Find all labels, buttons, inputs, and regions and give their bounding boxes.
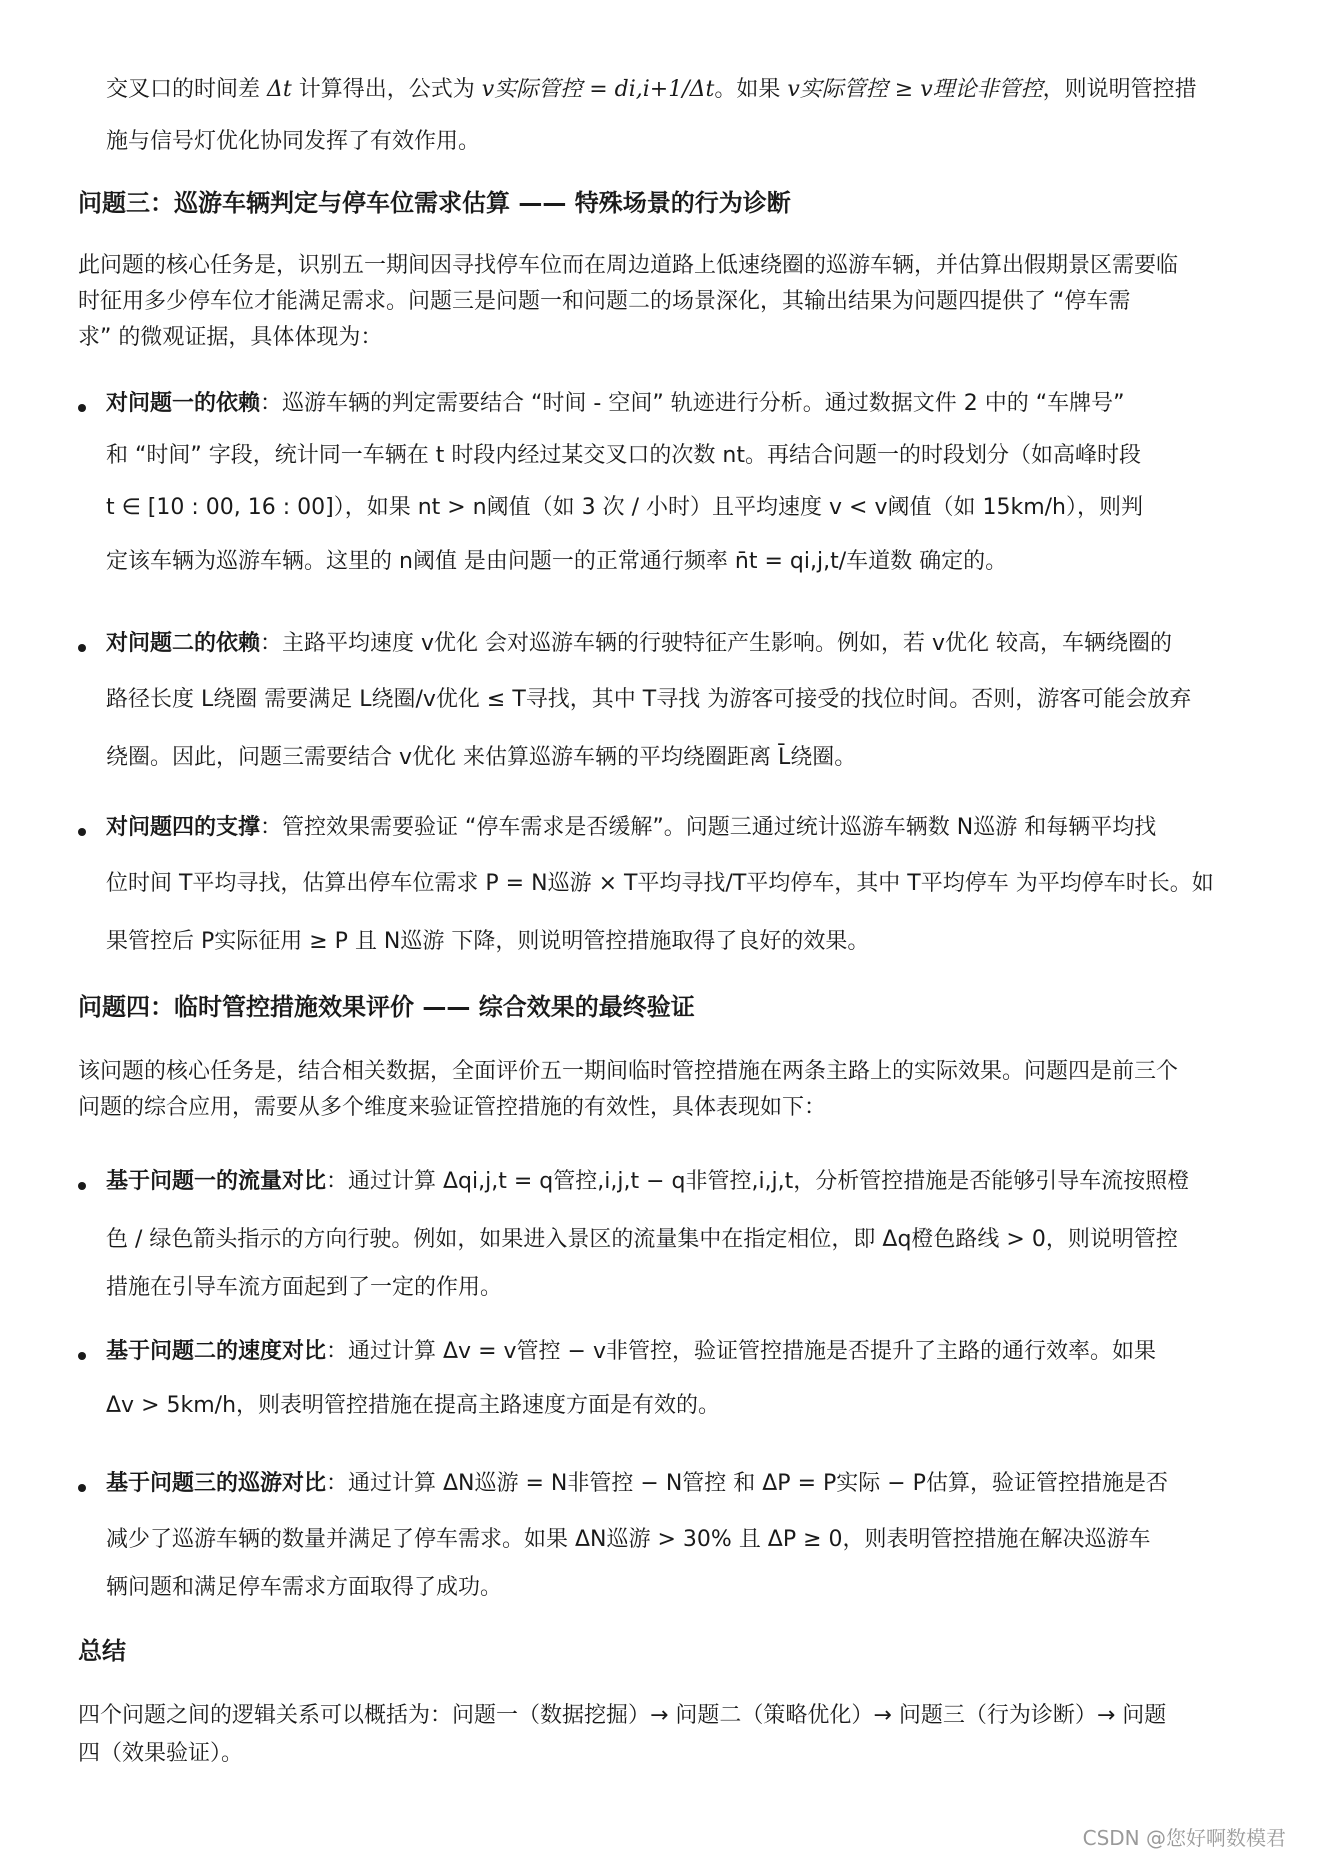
list-item-line: 措施在引导车流方面起到了一定的作用。 [106, 1275, 503, 1300]
section3-heading: 问题三：巡游车辆判定与停车位需求估算 —— 特殊场景的行为诊断 [78, 189, 791, 217]
intro-line-2: 施与信号灯优化协同发挥了有效作用。 [106, 129, 481, 154]
list-item-line: 色 / 绿色箭头指示的方向行驶。例如，如果进入景区的流量集中在指定相位，即 Δq橙色路线 > 0，则说明管控 [106, 1227, 1178, 1252]
list-item-line: 路径长度 L绕圈 需要满足 L绕圈/v优化 ≤ T寻找，其中 T寻找 为游客可接受的找位时间。否则，游客可能会放弃 [106, 687, 1192, 712]
section3-intro-line: 时征用多少停车位才能满足需求。问题三是问题一和问题二的场景深化，其输出结果为问题四提供了 “停车需 [78, 289, 1131, 314]
bullet-dot [78, 1484, 86, 1492]
list-item-title: 基于问题二的速度对比 [106, 1339, 327, 1364]
list-item-line: 果管控后 P实际征用 ≥ P 且 N巡游 下降，则说明管控措施取得了良好的效果。 [106, 929, 870, 954]
summary-line: 四个问题之间的逻辑关系可以概括为：问题一（数据挖掘）→ 问题二（策略优化）→ 问题三（行为诊断）→ 问题 [78, 1703, 1167, 1728]
section3-intro-line: 求” 的微观证据，具体体现为： [78, 325, 383, 350]
list-item-line: 减少了巡游车辆的数量并满足了停车需求。如果 ΔN巡游 > 30% 且 ΔP ≥ 0，则表明管控措施在解决巡游车 [106, 1527, 1151, 1552]
list-item-line: ：巡游车辆的判定需要结合 “时间 - 空间” 轨迹进行分析。通过数据文件 2 中的 “车牌号” [260, 391, 1125, 416]
summary-heading: 总结 [78, 1637, 126, 1665]
list-item-line: 辆问题和满足停车需求方面取得了成功。 [106, 1575, 503, 1600]
watermark: CSDN @您好啊数模君 [1082, 1826, 1286, 1850]
section4-heading: 问题四：临时管控措施效果评价 —— 综合效果的最终验证 [78, 993, 695, 1021]
list-item-title: 对问题一的依赖 [106, 391, 261, 416]
bullet-dot [78, 1352, 86, 1360]
list-item-line: 位时间 T平均寻找，估算出停车位需求 P = N巡游 × T平均寻找/T平均停车，其中 T平均停车 为平均停车时长。如 [106, 871, 1214, 896]
list-item-title: 基于问题一的流量对比 [106, 1169, 327, 1194]
list-item-title: 基于问题三的巡游对比 [106, 1471, 327, 1496]
list-item-line: Δv > 5km/h，则表明管控措施在提高主路速度方面是有效的。 [106, 1393, 721, 1418]
list-item-line: 绕圈。因此，问题三需要结合 v优化 来估算巡游车辆的平均绕圈距离 L̄绕圈。 [106, 745, 857, 770]
section4-intro-line: 该问题的核心任务是，结合相关数据，全面评价五一期间临时管控措施在两条主路上的实际效果。问题四是前三个 [78, 1059, 1179, 1084]
list-item-line: ：管控效果需要验证 “停车需求是否缓解”。问题三通过统计巡游车辆数 N巡游 和每辆平均找 [260, 815, 1157, 840]
bullet-dot [78, 1182, 86, 1190]
section3-intro-line: 此问题的核心任务是，识别五一期间因寻找停车位而在周边道路上低速绕圈的巡游车辆，并估算出假期景区需要临 [78, 253, 1179, 278]
section4-intro-line: 问题的综合应用，需要从多个维度来验证管控措施的有效性，具体表现如下： [78, 1095, 827, 1120]
bullet-dot [78, 644, 86, 652]
list-item-line: 定该车辆为巡游车辆。这里的 n阈值 是由问题一的正常通行频率 n̄t = qi,j,t/车道数 确定的。 [106, 549, 1008, 574]
intro-line-1: 交叉口的时间差 Δt 计算得出，公式为 v实际管控 = di,i+1/Δt。如果 v实际管控 ≥ v理论非管控，则说明管控措 [106, 77, 1197, 102]
list-item-line: ：通过计算 Δv = v管控 − v非管控，验证管控措施是否提升了主路的通行效率。如果 [326, 1339, 1156, 1364]
list-item-line: t ∈ [10 : 00, 16 : 00]），如果 nt > n阈值（如 3 次 / 小时）且平均速度 v < v阈值（如 15km/h），则判 [106, 495, 1143, 520]
list-item-line: ：通过计算 ΔN巡游 = N非管控 − N管控 和 ΔP = P实际 − P估算，验证管控措施是否 [326, 1471, 1168, 1496]
list-item-line: ：主路平均速度 v优化 会对巡游车辆的行驶特征产生影响。例如，若 v优化 较高，车辆绕圈的 [260, 631, 1173, 656]
bullet-dot [78, 828, 86, 836]
bullet-dot [78, 404, 86, 412]
summary-line: 四（效果验证）。 [78, 1741, 244, 1766]
list-item-title: 对问题二的依赖 [106, 631, 261, 656]
list-item-title: 对问题四的支撑 [106, 815, 261, 840]
list-item-line: 和 “时间” 字段，统计同一车辆在 t 时段内经过某交叉口的次数 nt。再结合问题一的时段划分（如高峰时段 [106, 443, 1141, 468]
list-item-line: ：通过计算 Δqi,j,t = q管控,i,j,t − q非管控,i,j,t，分析管控措施是否能够引导车流按照橙 [326, 1169, 1190, 1194]
